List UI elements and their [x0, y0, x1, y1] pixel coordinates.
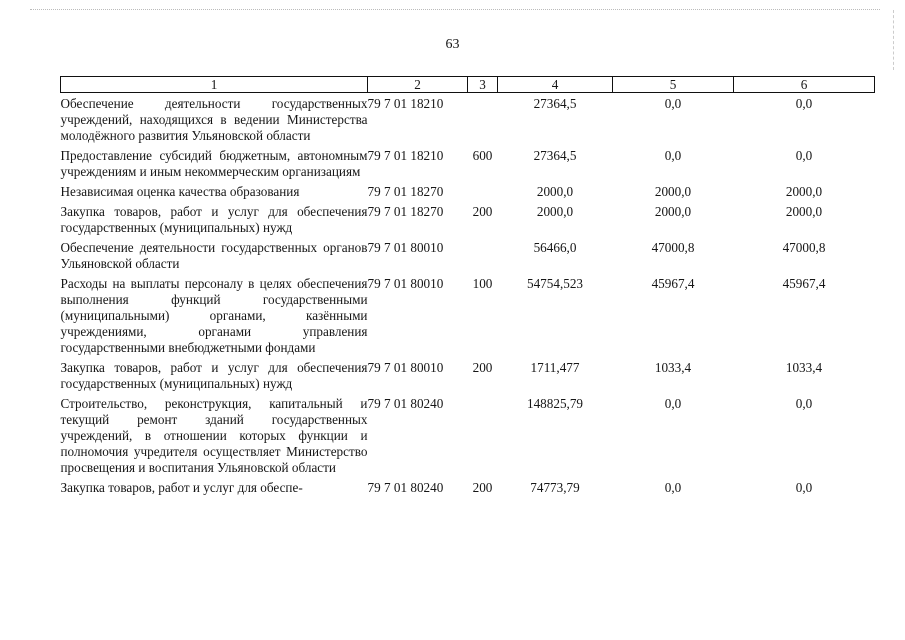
row-expense-type [468, 93, 498, 146]
row-expense-type: 200 [472, 480, 493, 495]
row-code: 79 7 01 80010 [367, 276, 444, 291]
row-expense-type [468, 237, 498, 273]
row-value-col6: 45967,4 [782, 276, 826, 291]
column-header: 2 [368, 77, 468, 93]
row-description: Закупка товаров, работ и услуг для обеспечения государственных (муниципальных) нужд [60, 204, 368, 235]
row-value-col6: 2000,0 [785, 204, 823, 219]
row-value-col4: 56466,0 [533, 240, 577, 255]
table-row [61, 237, 875, 273]
table-row [61, 201, 875, 237]
row-code: 79 7 01 80010 [367, 360, 444, 375]
row-value-col5: 1033,4 [654, 360, 692, 375]
row-value-col5: 45967,4 [651, 276, 695, 291]
row-value-col4: 27364,5 [533, 96, 577, 111]
scan-artifact-top [30, 9, 880, 10]
row-description: Обеспечение деятельности государственных учреждений, находящихся в ведении Министерства молодёжного развития Ульяновской области [60, 96, 368, 143]
row-value-col4: 54754,523 [526, 276, 584, 291]
row-value-col5: 0,0 [664, 148, 682, 163]
row-expense-type [468, 181, 498, 201]
row-value-col5: 2000,0 [654, 184, 692, 199]
page-number: 63 [445, 37, 460, 52]
row-description: Независимая оценка качества образования [60, 184, 300, 199]
table-row [61, 181, 875, 201]
row-value-col5: 0,0 [664, 480, 682, 495]
row-value-col4: 2000,0 [536, 184, 574, 199]
table-row [61, 273, 875, 357]
row-expense-type: 100 [472, 276, 493, 291]
table-row [61, 393, 875, 477]
column-header: 4 [498, 77, 613, 93]
row-description: Обеспечение деятельности государственных органов Ульяновской области [60, 240, 368, 271]
row-value-col4: 148825,79 [526, 396, 584, 411]
table-row [61, 93, 875, 146]
table-row [61, 145, 875, 181]
table-header-row [61, 77, 875, 93]
row-value-col6: 47000,8 [782, 240, 826, 255]
row-code: 79 7 01 80240 [367, 396, 444, 411]
row-value-col6: 2000,0 [785, 184, 823, 199]
row-description: Закупка товаров, работ и услуг для обеспе- [60, 480, 303, 495]
table-row [61, 357, 875, 393]
column-header: 6 [734, 77, 875, 93]
row-expense-type [468, 393, 498, 477]
row-value-col5: 0,0 [664, 96, 682, 111]
column-header: 5 [613, 77, 734, 93]
row-code: 79 7 01 18210 [367, 96, 444, 111]
row-value-col6: 0,0 [795, 148, 813, 163]
row-expense-type: 200 [472, 360, 493, 375]
row-value-col4: 1711,477 [530, 360, 580, 375]
row-value-col5: 0,0 [664, 396, 682, 411]
row-value-col5: 2000,0 [654, 204, 692, 219]
table-row [61, 477, 875, 497]
row-code: 79 7 01 80010 [367, 240, 444, 255]
column-header: 3 [468, 77, 498, 93]
row-value-col5: 47000,8 [651, 240, 695, 255]
row-description: Расходы на выплаты персоналу в целях обеспечения выполнения функций государственными (муниципальными) органами, казёнными учреждениями, органами управления государственными внебюджетными фондами [60, 276, 368, 355]
row-value-col6: 0,0 [795, 396, 813, 411]
row-code: 79 7 01 18210 [367, 148, 444, 163]
row-expense-type: 600 [472, 148, 493, 163]
row-value-col6: 0,0 [795, 96, 813, 111]
column-header: 1 [61, 77, 368, 93]
row-code: 79 7 01 18270 [367, 204, 444, 219]
row-code: 79 7 01 80240 [367, 480, 444, 495]
row-description: Предоставление субсидий бюджетным, автономным учреждениям и иным некоммерческим организациям [60, 148, 368, 179]
row-description: Строительство, реконструкция, капитальный и текущий ремонт зданий государственных учреждений, в отношении которых функции и полномочия учредителя осуществляет Министерство просвещения и воспитания Ульяновской области [60, 396, 368, 475]
row-description: Закупка товаров, работ и услуг для обеспечения государственных (муниципальных) нужд [60, 360, 368, 391]
row-value-col4: 2000,0 [536, 204, 574, 219]
budget-table-container [60, 76, 874, 497]
row-expense-type: 200 [472, 204, 493, 219]
row-value-col4: 74773,79 [530, 480, 580, 495]
row-code: 79 7 01 18270 [367, 184, 444, 199]
budget-table [60, 76, 875, 497]
row-value-col6: 0,0 [795, 480, 813, 495]
row-value-col6: 1033,4 [785, 360, 823, 375]
row-value-col4: 27364,5 [533, 148, 577, 163]
